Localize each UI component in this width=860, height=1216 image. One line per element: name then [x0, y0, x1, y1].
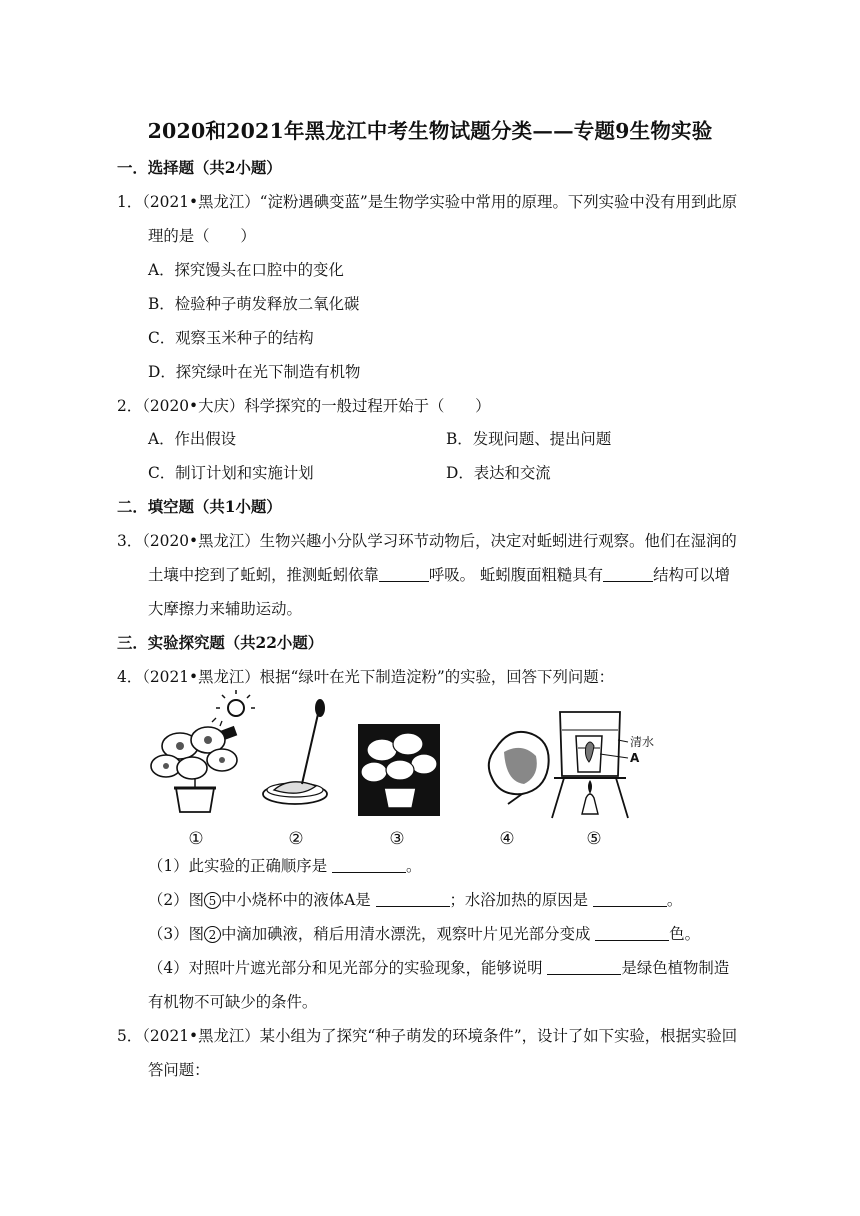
- question-1-stem: 1．（2021•黑龙江）“淀粉遇碘变蓝”是生物学实验中常用的原理。下列实验中没有用到此原: [117, 193, 738, 211]
- question-2-option-a: A．作出假设: [148, 430, 237, 448]
- panel-label-3: ③: [389, 829, 405, 849]
- answer-blank[interactable]: [379, 567, 429, 582]
- answer-blank[interactable]: [603, 567, 653, 582]
- panel-label-2: ②: [288, 829, 304, 849]
- panel-label-1: ①: [188, 829, 204, 849]
- question-text: （1）此实验的正确顺序是: [148, 857, 332, 875]
- question-text: 中滴加碘液，稍后用清水漂洗，观察叶片见光部分变成: [220, 925, 596, 943]
- liquid-a-label: A: [630, 751, 640, 765]
- answer-blank[interactable]: [593, 892, 667, 907]
- question-4-sub-4: [148, 958, 729, 978]
- answer-blank[interactable]: [332, 858, 406, 873]
- panel-2-dish-with-dropper: [263, 699, 327, 804]
- question-text: 中小烧杯中的液体A是: [220, 891, 376, 909]
- panel-label-4: ④: [499, 829, 515, 849]
- question-4-stem: 4．（2021•黑龙江）根据“绿叶在光下制造淀粉”的实验，回答下列问题：: [117, 668, 615, 686]
- question-5-stem-cont: 答问题：: [148, 1061, 210, 1079]
- section-heading-experiment: 三．实验探究题（共22小题）: [117, 634, 324, 652]
- question-1-option-c: C．观察玉米种子的结构: [148, 329, 314, 347]
- question-1-option-a: A．探究馒头在口腔中的变化: [148, 261, 344, 279]
- question-3-stem-end: 大摩擦力来辅助运动。: [148, 600, 302, 618]
- page-title: 2020和2021年黑龙江中考生物试题分类——专题9生物实验: [147, 119, 713, 143]
- question-4-sub-1: [148, 856, 421, 876]
- panel-3-plant-in-dark: [358, 724, 440, 816]
- section-heading-fill: 二．填空题（共1小题）: [117, 498, 282, 516]
- water-label: 清水: [630, 735, 655, 749]
- question-5-stem: 5．（2021•黑龙江）某小组为了探究“种子萌发的环境条件”，设计了如下实验，根据实验回: [117, 1027, 738, 1045]
- section-heading-choice: 一．选择题（共2小题）: [117, 159, 282, 177]
- panel-1-plant-in-sunlight: [151, 690, 255, 812]
- question-2-option-b: B．发现问题、提出问题: [446, 430, 612, 448]
- answer-blank[interactable]: [595, 926, 669, 941]
- figure-ref-5: 5: [204, 892, 221, 909]
- panel-5-water-bath: [552, 712, 654, 818]
- question-text: 。: [405, 857, 422, 875]
- question-3-text: 结构可以增: [653, 566, 731, 584]
- question-1-stem-cont: 理的是（ ）: [148, 227, 256, 245]
- question-2-option-d: D．表达和交流: [446, 464, 551, 482]
- question-text: （3）图: [148, 925, 204, 943]
- question-text: （2）图: [148, 891, 204, 909]
- experiment-figure: [140, 690, 660, 850]
- question-text: 是绿色植物制造: [621, 959, 730, 977]
- question-3-stem-cont: [148, 565, 730, 585]
- panel-label-5: ⑤: [586, 829, 602, 849]
- question-3-text: 土壤中挖到了蚯蚓，推测蚯蚓依靠: [148, 566, 379, 584]
- question-1-option-b: B．检验种子萌发释放二氧化碳: [148, 295, 360, 313]
- question-4-sub-2: [148, 890, 682, 910]
- question-4-sub-3: [148, 924, 700, 944]
- question-2-stem: 2．（2020•大庆）科学探究的一般过程开始于（ ）: [117, 397, 491, 415]
- figure-ref-2: 2: [204, 926, 221, 943]
- panel-4-leaf: [489, 732, 549, 804]
- question-text: 。: [666, 891, 683, 909]
- question-3-stem: 3．（2020•黑龙江）生物兴趣小分队学习环节动物后，决定对蚯蚓进行观察。他们在湿润的: [117, 532, 737, 550]
- question-text: ；水浴加热的原因是: [449, 891, 593, 909]
- answer-blank[interactable]: [547, 960, 621, 975]
- answer-blank[interactable]: [376, 892, 450, 907]
- question-3-text: 呼吸。 蚯蚓腹面粗糙具有: [428, 566, 604, 584]
- question-1-option-d: D．探究绿叶在光下制造有机物: [148, 363, 361, 381]
- question-text: 色。: [669, 925, 701, 943]
- question-4-sub-4-cont: 有机物不可缺少的条件。: [148, 993, 318, 1011]
- question-2-option-c: C．制订计划和实施计划: [148, 464, 314, 482]
- question-text: （4）对照叶片遮光部分和见光部分的实验现象，能够说明: [148, 959, 548, 977]
